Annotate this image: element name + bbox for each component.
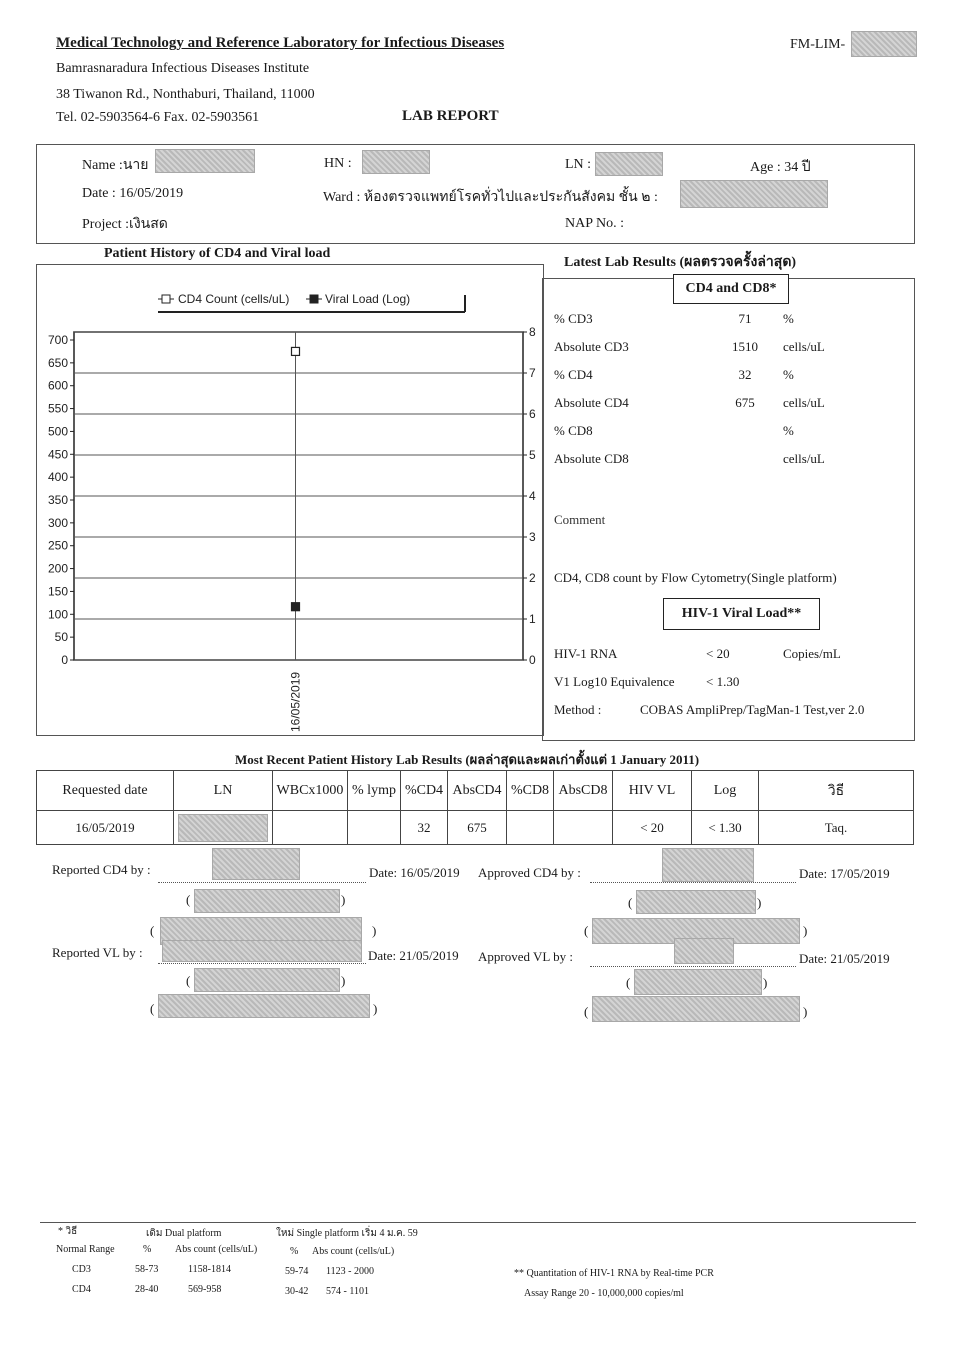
age: Age : 34 ปี bbox=[750, 160, 811, 175]
footer-note-pcr: ** Quantitation of HIV-1 RNA by Real-time PCR bbox=[514, 1268, 714, 1279]
vl-result-value: < 1.30 bbox=[706, 674, 740, 689]
approved-vl-title bbox=[592, 996, 800, 1022]
approved-cd4-paren-close: ) bbox=[757, 895, 762, 910]
footer-old-abs-header: Abs count (cells/uL) bbox=[175, 1244, 258, 1255]
method-label: Method : bbox=[554, 702, 602, 717]
footer-new-pct: 59-74 bbox=[285, 1266, 309, 1277]
cell-pct-cd8 bbox=[507, 811, 554, 845]
viral-load-title: HIV-1 Viral Load** bbox=[663, 598, 820, 630]
chart-title: Patient History of CD4 and Viral load bbox=[104, 246, 331, 261]
reported-cd4-paren-close: ) bbox=[341, 892, 346, 907]
reported-cd4-title-close: ) bbox=[372, 923, 377, 938]
reported-cd4-paren-open: ( bbox=[186, 892, 191, 907]
nap-number: NAP No. : bbox=[565, 216, 624, 231]
left-tick-label: 150 bbox=[47, 584, 68, 599]
legend-cd4-marker bbox=[162, 295, 170, 303]
reported-cd4-label: Reported CD4 by : bbox=[52, 862, 151, 877]
footer-new-abs-header: Abs count (cells/uL) bbox=[312, 1246, 395, 1257]
footer-normal-range: Normal Range bbox=[56, 1244, 115, 1255]
left-tick-label: 300 bbox=[47, 515, 68, 530]
patient-name-label: Name :นาย bbox=[82, 158, 149, 173]
cd-result-label: % CD8 bbox=[554, 423, 593, 438]
hn-label: HN : bbox=[324, 156, 352, 171]
footer-new-abs: 574 - 1101 bbox=[326, 1286, 369, 1297]
approved-cd4-label: Approved CD4 by : bbox=[478, 865, 581, 880]
cd-result-value: 71 bbox=[738, 311, 752, 326]
footer-old-pct: 58-73 bbox=[135, 1264, 159, 1275]
approved-vl-title-open: ( bbox=[584, 1004, 589, 1019]
right-tick-label: 1 bbox=[529, 612, 536, 626]
left-tick-label: 600 bbox=[47, 378, 68, 393]
reported-vl-paren-close: ) bbox=[341, 973, 346, 988]
left-tick-label: 250 bbox=[47, 538, 68, 553]
left-tick-label: 400 bbox=[47, 470, 68, 485]
vl-result-unit: Copies/mL bbox=[783, 646, 841, 661]
reported-vl-name bbox=[194, 968, 340, 992]
reported-cd4-title-open: ( bbox=[150, 923, 155, 938]
header-lymp: % lymp bbox=[348, 771, 401, 811]
right-tick-label: 8 bbox=[529, 325, 536, 339]
footer-new-pct: 30-42 bbox=[285, 1286, 309, 1297]
header-abs-cd8: AbsCD8 bbox=[554, 771, 613, 811]
cell-log: < 1.30 bbox=[692, 811, 759, 845]
legend-vl-label: Viral Load (Log) bbox=[325, 292, 411, 306]
report-date: Date : 16/05/2019 bbox=[82, 186, 184, 201]
reported-vl-paren-open: ( bbox=[186, 973, 191, 988]
header-wbc: WBCx1000 bbox=[273, 771, 348, 811]
left-tick-label: 450 bbox=[47, 447, 68, 462]
footer-old-abs: 569-958 bbox=[188, 1284, 222, 1295]
form-code: FM-LIM- bbox=[790, 37, 846, 52]
right-tick-label: 4 bbox=[529, 489, 536, 503]
report-title: LAB REPORT bbox=[402, 108, 499, 124]
left-tick-label: 550 bbox=[47, 401, 68, 416]
approved-vl-paren-open: ( bbox=[626, 975, 631, 990]
history-table bbox=[36, 770, 914, 845]
approved-vl-line bbox=[590, 966, 796, 967]
footer-new-abs: 1123 - 2000 bbox=[326, 1266, 374, 1277]
flow-method-note: CD4, CD8 count by Flow Cytometry(Single platform) bbox=[554, 570, 837, 585]
reported-cd4-name bbox=[194, 889, 340, 913]
right-tick-label: 7 bbox=[529, 366, 536, 380]
left-tick-label: 100 bbox=[47, 607, 68, 622]
x-tick-label: 16/05/2019 bbox=[288, 671, 303, 732]
approved-vl-date: Date: 21/05/2019 bbox=[799, 951, 890, 966]
cd-result-unit: % bbox=[783, 423, 794, 438]
cell-wbc bbox=[273, 811, 348, 845]
cd4-cd8-title: CD4 and CD8* bbox=[673, 274, 789, 304]
footer-range-name: CD3 bbox=[72, 1264, 91, 1275]
approved-cd4-line bbox=[590, 882, 796, 883]
reported-vl-signature bbox=[162, 940, 362, 962]
method-value: COBAS AmpliPrep/TagMan-1 Test,ver 2.0 bbox=[640, 702, 865, 717]
approved-vl-name bbox=[634, 969, 762, 995]
left-tick-label: 0 bbox=[61, 653, 68, 667]
reported-vl-title-open: ( bbox=[150, 1001, 155, 1016]
approved-cd4-name bbox=[636, 890, 756, 914]
header-method: วิธี bbox=[759, 771, 914, 811]
ln-cell-redaction bbox=[178, 814, 268, 842]
ln-label: LN : bbox=[565, 157, 592, 172]
header-log: Log bbox=[692, 771, 759, 811]
left-tick-label: 350 bbox=[47, 493, 68, 507]
legend-vl-marker bbox=[310, 295, 318, 303]
cell-lymp bbox=[348, 811, 401, 845]
approved-cd4-title-open: ( bbox=[584, 923, 589, 938]
reported-vl-line bbox=[158, 963, 366, 964]
cell-abs-cd4: 675 bbox=[448, 811, 507, 845]
left-tick-label: 650 bbox=[47, 355, 68, 370]
footer-new-pct-header: % bbox=[290, 1246, 299, 1257]
footer-range-name: CD4 bbox=[72, 1284, 91, 1295]
cd-result-value: 1510 bbox=[732, 339, 758, 354]
approved-cd4-title-close: ) bbox=[803, 923, 808, 938]
cell-ln bbox=[174, 811, 273, 845]
vl-result-label: HIV-1 RNA bbox=[554, 646, 618, 661]
footer-old-platform: เดิม Dual platform bbox=[146, 1228, 222, 1239]
footer-old-pct-header: % bbox=[143, 1244, 152, 1255]
cd-result-unit: cells/uL bbox=[783, 451, 825, 466]
left-tick-label: 700 bbox=[47, 333, 68, 347]
left-tick-label: 200 bbox=[47, 561, 68, 576]
cell-requested-date: 16/05/2019 bbox=[37, 811, 174, 845]
header-pct-cd8: %CD8 bbox=[507, 771, 554, 811]
reported-cd4-line bbox=[158, 882, 366, 883]
right-tick-label: 6 bbox=[529, 407, 536, 421]
cd-result-label: % CD4 bbox=[554, 367, 593, 382]
viral-load-point bbox=[292, 603, 300, 611]
approved-vl-paren-close: ) bbox=[763, 975, 768, 990]
cd-result-label: % CD3 bbox=[554, 311, 593, 326]
approved-cd4-date: Date: 17/05/2019 bbox=[799, 866, 890, 881]
reported-cd4-signature bbox=[212, 848, 300, 880]
right-tick-label: 0 bbox=[529, 653, 536, 667]
header-hiv-vl: HIV VL bbox=[613, 771, 692, 811]
reported-vl-title bbox=[158, 994, 370, 1018]
tel-fax: Tel. 02-5903564-6 Fax. 02-5903561 bbox=[56, 110, 260, 125]
cell-abs-cd8 bbox=[554, 811, 613, 845]
approved-vl-label: Approved VL by : bbox=[478, 949, 573, 964]
reported-cd4-date: Date: 16/05/2019 bbox=[369, 865, 460, 880]
reported-vl-label: Reported VL by : bbox=[52, 945, 143, 960]
header-ln: LN bbox=[174, 771, 273, 811]
right-tick-label: 3 bbox=[529, 530, 536, 544]
right-tick-label: 5 bbox=[529, 448, 536, 462]
reported-vl-date: Date: 21/05/2019 bbox=[368, 948, 459, 963]
cd-result-value: 32 bbox=[738, 367, 752, 382]
right-tick-label: 2 bbox=[529, 571, 536, 585]
cd-result-unit: % bbox=[783, 367, 794, 382]
approved-cd4-signature bbox=[662, 848, 754, 882]
vl-result-label: V1 Log10 Equivalence bbox=[554, 674, 675, 689]
ward: Ward : ห้องตรวจแพทย์โรคทั่วไปและประกันสังคม ชั้น ๒ : bbox=[323, 190, 658, 205]
footer-divider bbox=[40, 1222, 916, 1223]
footer-method-mark: * วิธี bbox=[58, 1226, 78, 1237]
cell-pct-cd4: 32 bbox=[401, 811, 448, 845]
cd-result-label: Absolute CD4 bbox=[554, 395, 629, 410]
cd-result-unit: % bbox=[783, 311, 794, 326]
approved-vl-title-close: ) bbox=[803, 1004, 808, 1019]
footer-new-platform: ใหม่ Single platform เริ่ม 4 ม.ค. 59 bbox=[276, 1228, 418, 1239]
cd-result-label: Absolute CD8 bbox=[554, 451, 629, 466]
history-header-row bbox=[37, 771, 914, 811]
cd-result-unit: cells/uL bbox=[783, 339, 825, 354]
left-tick-label: 50 bbox=[54, 630, 68, 645]
header-requested-date: Requested date bbox=[37, 771, 174, 811]
cell-hiv-vl: < 20 bbox=[613, 811, 692, 845]
cell-method: Taq. bbox=[759, 811, 914, 845]
approved-cd4-paren-open: ( bbox=[628, 895, 633, 910]
footer-old-abs: 1158-1814 bbox=[188, 1264, 231, 1275]
header-abs-cd4: AbsCD4 bbox=[448, 771, 507, 811]
cd-result-value: 675 bbox=[735, 395, 755, 410]
table-row bbox=[37, 811, 914, 845]
address: 38 Tiwanon Rd., Nonthaburi, Thailand, 11000 bbox=[56, 87, 315, 102]
footer-note-range: Assay Range 20 - 10,000,000 copies/ml bbox=[524, 1288, 684, 1299]
left-tick-label: 500 bbox=[47, 424, 68, 439]
history-title: Most Recent Patient History Lab Results (ผลล่าสุดและผลเก่าตั้งแต่ 1 January 2011) bbox=[235, 752, 700, 767]
vl-result-value: < 20 bbox=[706, 646, 730, 661]
cd-result-label: Absolute CD3 bbox=[554, 339, 629, 354]
approved-vl-signature bbox=[674, 938, 734, 964]
header-pct-cd4: %CD4 bbox=[401, 771, 448, 811]
reported-vl-title-close: ) bbox=[373, 1001, 378, 1016]
lab-name: Medical Technology and Reference Laboratory for Infectious Diseases bbox=[56, 35, 505, 51]
comment-label: Comment bbox=[554, 512, 606, 527]
institute-name: Bamrasnaradura Infectious Diseases Institute bbox=[56, 61, 310, 76]
legend-cd4-label: CD4 Count (cells/uL) bbox=[178, 292, 290, 306]
cd-result-unit: cells/uL bbox=[783, 395, 825, 410]
cd4-point bbox=[292, 347, 300, 355]
footer-old-pct: 28-40 bbox=[135, 1284, 159, 1295]
project: Project :เงินสด bbox=[82, 217, 168, 232]
latest-results-title: Latest Lab Results (ผลตรวจครั้งล่าสุด) bbox=[564, 255, 797, 270]
